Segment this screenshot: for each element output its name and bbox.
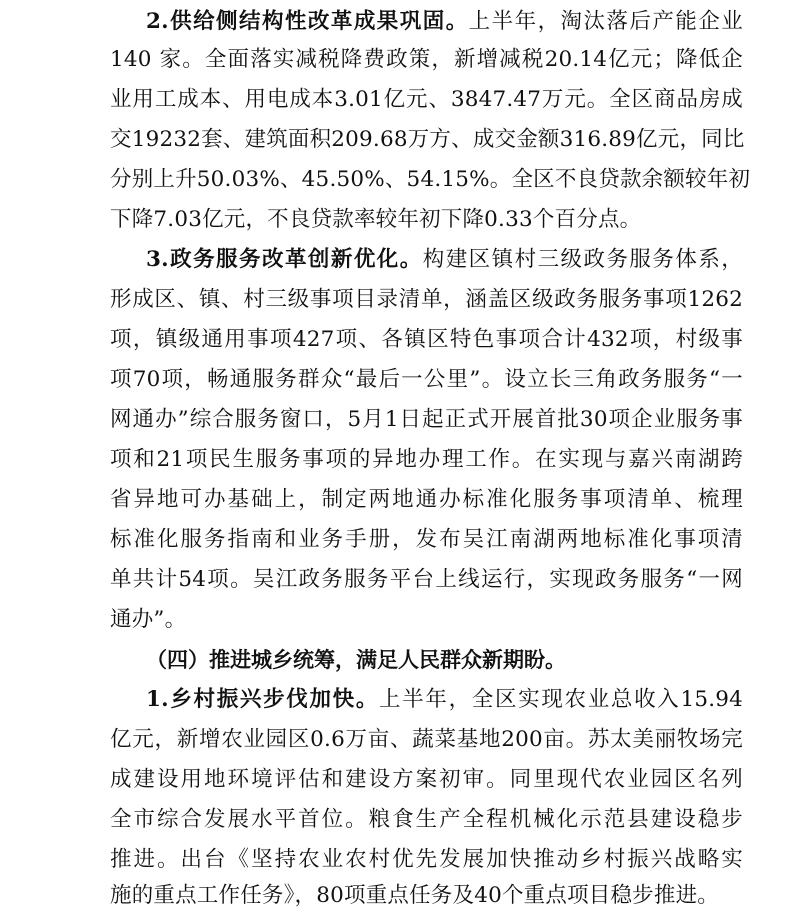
paragraph-2-line-8: 标准化服务指南和业务手册，发布吴江南湖两地标准化事项清 (110, 527, 743, 552)
paragraph-3-lead: 1.乡村振兴步伐加快。 (146, 687, 380, 712)
paragraph-1-line-1 (146, 2, 743, 42)
paragraph-1-lead: 2.供给侧结构性改革成果巩固。 (146, 9, 469, 34)
paragraph-1-line-4: 交19232套、建筑面积209.68万方、成交金额316.89亿元，同比 (110, 127, 745, 152)
paragraph-1-text: 上半年，淘汰落后产能企业 (468, 9, 743, 34)
paragraph-1-line-6: 下降7.03亿元，不良贷款率较年初下降0.33个百分点。 (110, 207, 642, 232)
paragraph-2-line-5: 网通办”综合服务窗口，5月1日起正式开展首批30项企业服务事 (110, 407, 743, 432)
section-heading: （四）推进城乡统筹，满足人民群众新期盼。 (146, 648, 566, 672)
paragraph-3-line-1 (146, 680, 743, 720)
paragraph-3-line-2: 亿元，新增农业园区0.6万亩、蔬菜基地200亩。苏太美丽牧场完 (110, 727, 743, 752)
paragraph-3-line-3: 成建设用地环境评估和建设方案初审。同里现代农业园区名列 (110, 767, 743, 792)
paragraph-2-lead: 3.政务服务改革创新优化。 (146, 247, 423, 272)
paragraph-2-line-9: 单共计54项。吴江政务服务平台上线运行，实现政务服务“一网 (110, 567, 743, 592)
paragraph-2-line-1 (146, 240, 743, 280)
paragraph-3-line-4: 全市综合发展水平首位。粮食生产全程机械化示范县建设稳步 (110, 807, 743, 832)
paragraph-2-line-10: 通办”。 (110, 607, 187, 632)
paragraph-2-line-6: 项和21项民生服务事项的异地办理工作。在实现与嘉兴南湖跨 (110, 447, 743, 472)
paragraph-2-line-4: 项70项，畅通服务群众“最后一公里”。设立长三角政务服务“一 (110, 367, 743, 392)
paragraph-2-line-2: 形成区、镇、村三级事项目录清单，涵盖区级政务服务事项1262 (110, 287, 743, 312)
paragraph-1-line-5: 分别上升50.03%、45.50%、54.15%。全区不良贷款余额较年初 (110, 167, 751, 192)
paragraph-2-line-7: 省异地可办基础上，制定两地通办标准化服务事项清单、梳理 (110, 487, 743, 512)
paragraph-2-line-3: 项，镇级通用事项427项、各镇区特色事项合计432项，村级事 (110, 327, 743, 352)
paragraph-3-line-6: 施的重点工作任务》，80项重点任务及40个重点项目稳步推进。 (110, 883, 719, 908)
paragraph-3-line-5: 推进。出台《坚持农业农村优先发展加快推动乡村振兴战略实 (110, 847, 743, 872)
paragraph-1-line-2: 140 家。全面落实减税降费政策，新增减税20.14亿元；降低企 (110, 47, 743, 72)
paragraph-3-text: 上半年，全区实现农业总收入15.94 (379, 687, 743, 712)
paragraph-2-text: 构建区镇村三级政务服务体系， (422, 247, 743, 272)
paragraph-1-line-3: 业用工成本、用电成本3.01亿元、3847.47万元。全区商品房成 (110, 87, 743, 112)
